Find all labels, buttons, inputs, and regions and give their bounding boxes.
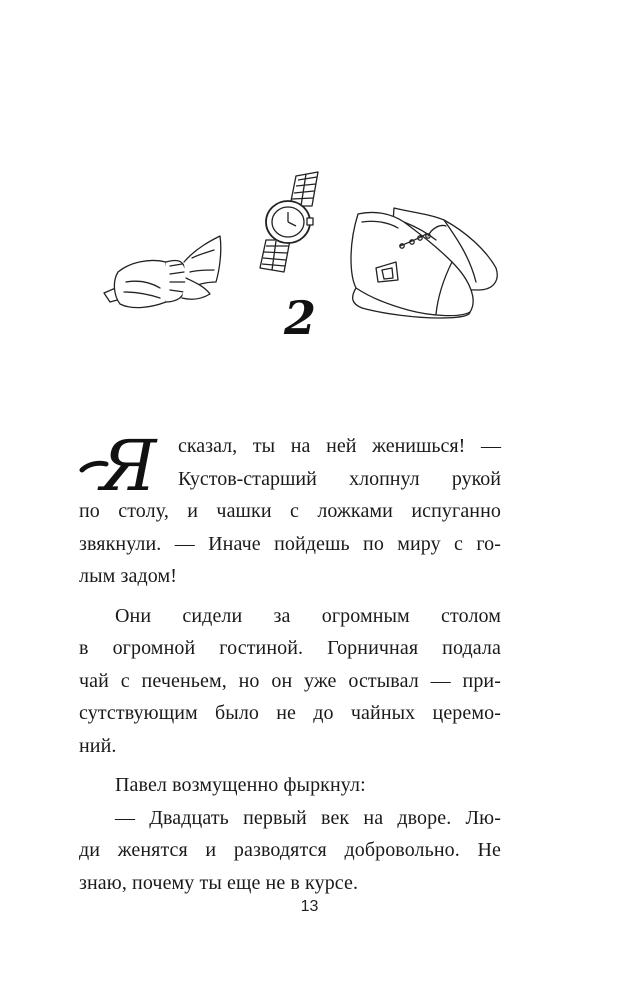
text-line: знаю, почему ты еще не в курсе. (79, 871, 359, 894)
text-line: — Двадцать первый век на дворе. Лю- (115, 806, 501, 829)
text-line: в огромной гостиной. Горничная подала (79, 637, 501, 659)
text-line: ди женятся и разводятся добровольно. Не (79, 839, 501, 861)
dropcap-letter: Я (100, 430, 157, 502)
text-line: сказал, ты на ней женишься! — (178, 435, 501, 457)
dropcap-spacer (79, 430, 501, 495)
text-line: Павел возмущенно фыркнул: (115, 774, 366, 796)
text-line: лым задом! (79, 565, 177, 587)
page-number: 13 (300, 898, 319, 915)
text-line: ний. (79, 734, 117, 757)
bow-tie-icon (104, 236, 221, 308)
text-line: звякнули. — Иначе пойдешь по миру с го- (79, 532, 501, 555)
text-line: Они сидели за огромным столом (115, 604, 501, 627)
wristwatch-icon (260, 172, 318, 272)
text-line: чай с печеньем, но он уже остывал — при- (79, 669, 501, 692)
body-text (79, 430, 501, 899)
text-line: Кустов-старший хлопнул рукой (178, 467, 501, 490)
text-line: по столу, и чашки с ложками испуганно (79, 500, 501, 522)
chapter-number: 2 (283, 291, 316, 345)
text-line: сутствующим было не до чайных церемо- (79, 702, 501, 724)
shoes-icon (351, 208, 497, 318)
